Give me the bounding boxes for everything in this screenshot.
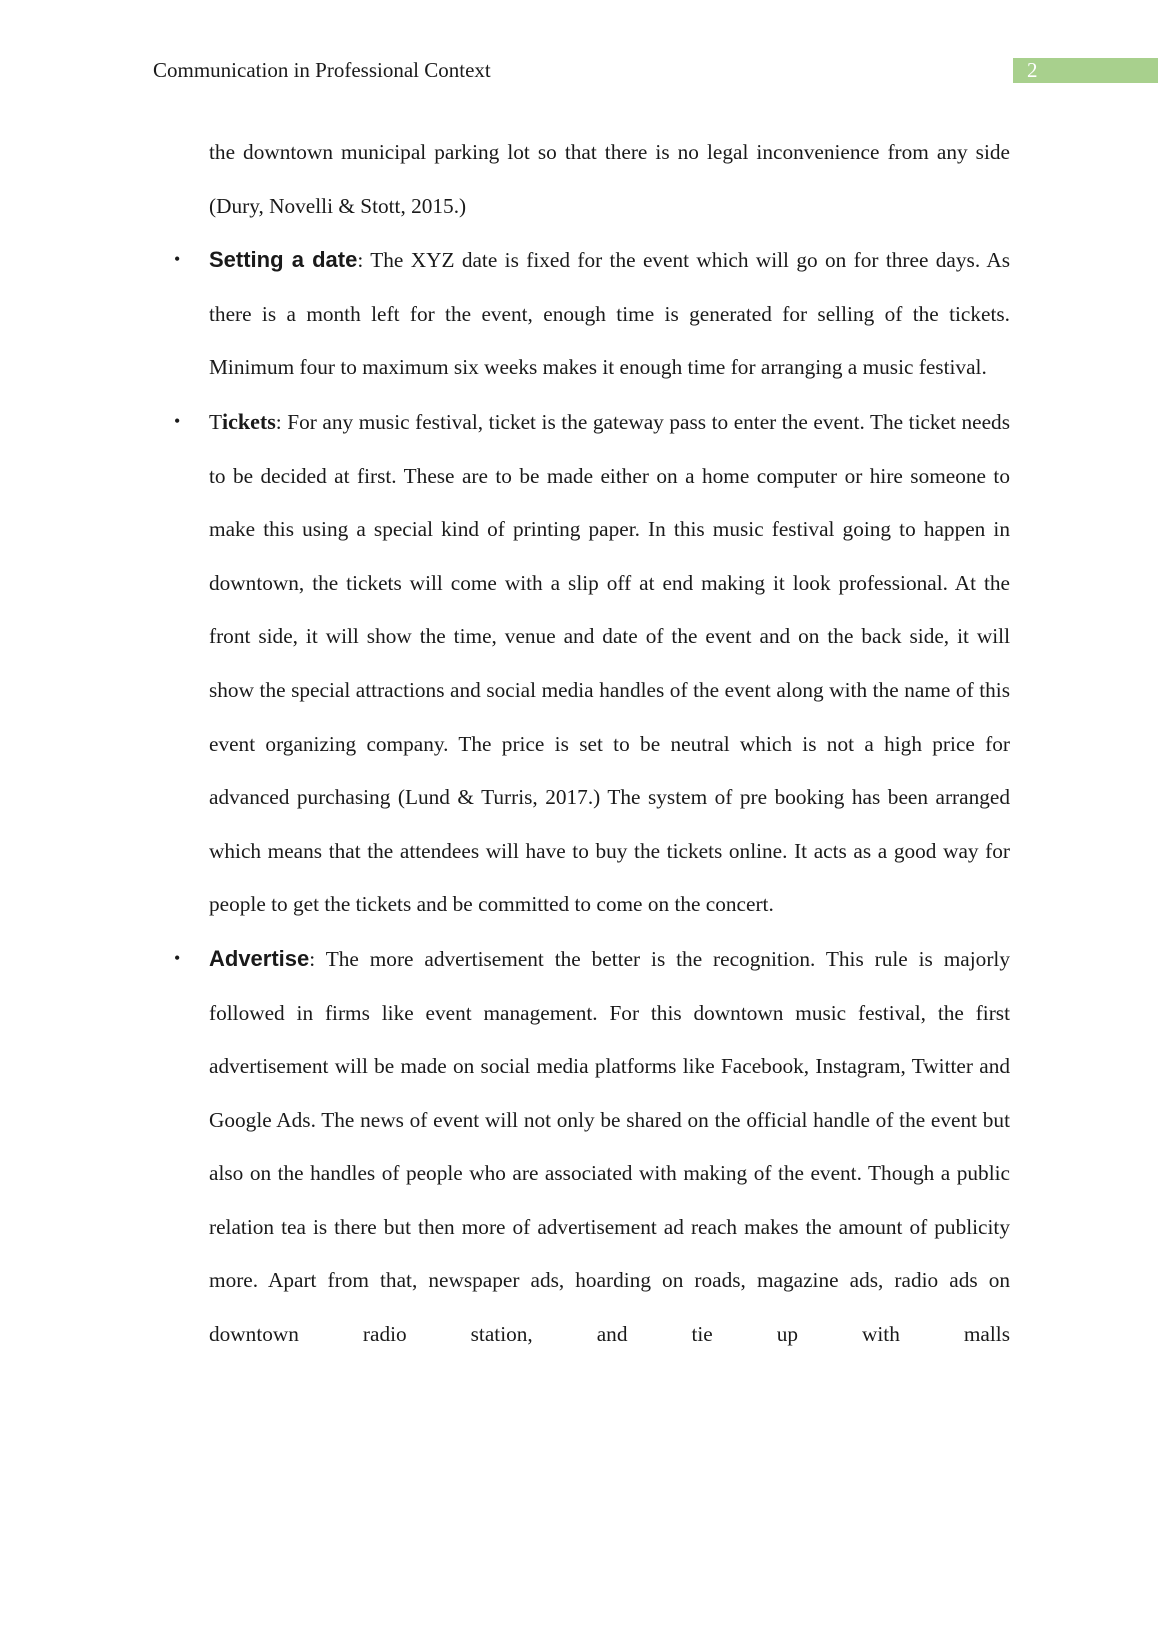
bullet-heading: ickets (222, 408, 276, 434)
bullet-setting-a-date (174, 233, 1010, 395)
bullet-tickets (174, 395, 1010, 932)
bullet-separator: : (309, 946, 316, 971)
bullet-separator: : (275, 409, 282, 434)
document-body (174, 126, 1010, 1362)
bullet-separator: : (357, 248, 364, 273)
bullet-dot-icon: • (174, 410, 181, 431)
bullet-dot-icon: • (174, 249, 181, 270)
continuation-paragraph: the downtown municipal parking lot so that there is no legal inconvenience from any side (Dury, Novelli & Stott, 2015.) (209, 140, 1010, 218)
bullet-advertise (174, 932, 1010, 1362)
page-number: 2 (1027, 58, 1038, 82)
bullet-dot-icon: • (174, 947, 181, 968)
bullet-text: The more advertisement the better is the recognition. This rule is majorly followed in firms like event management. For this downtown music festival, the first advertisement will be made on social media platforms like Facebook, Instagram, Twitter and Google Ads. The news of event will not only be shared on the official handle of the event but also on the handles of people who are associated with making of the event. Though a public relation tea is there but then more of advertisement ad reach makes the amount of publicity more. Apart from that, newspaper ads, hoarding on roads, magazine ads, radio ads on downtown radio station, and tie up with malls (209, 946, 1010, 1347)
bullet-heading-initial: T (209, 409, 223, 434)
bullet-text: For any music festival, ticket is the gateway pass to enter the event. The ticket needs to be decided at first. These are to be made either on a home computer or hire someone to make this using a special kind of printing paper. In this music festival going to happen in downtown, the tickets will come with a slip off at end making it look professional. At the front side, it will show the time, venue and date of the event and on the back side, it will show the special attractions and social media handles of the event along with the name of this event organizing company. The price is set to be neutral which is not a high price for advanced purchasing (Lund & Turris, 2017.) The system of pre booking has been arranged which means that the attendees will have to buy the tickets online. It acts as a good way for people to get the tickets and be committed to come on the concert. (209, 409, 1010, 917)
bullet-heading: Setting a date (209, 247, 358, 273)
bullet-text: The XYZ date is fixed for the event which will go on for three days. As there is a month left for the event, enough time is generated for selling of the tickets. Minimum four to maximum six weeks makes it enough time for arranging a music festival. (209, 248, 1010, 380)
page-header-title: Communication in Professional Context (153, 58, 491, 82)
page-number-bar (1013, 58, 1158, 83)
bullet-heading: Advertise (209, 945, 310, 971)
